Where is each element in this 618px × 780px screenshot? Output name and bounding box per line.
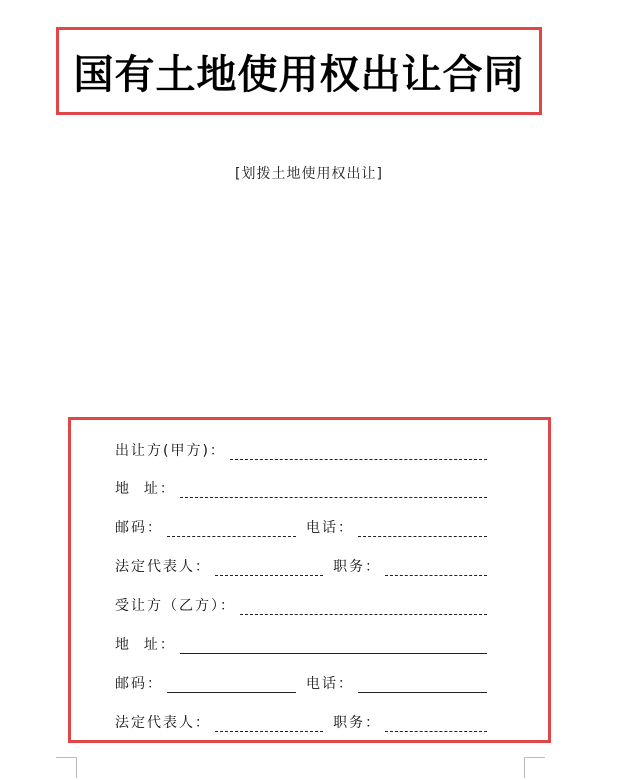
title-highlight-box xyxy=(56,27,542,115)
party-info-box xyxy=(68,417,551,743)
position-label: 职务： xyxy=(333,559,382,575)
postcode-field-b[interactable] xyxy=(167,678,296,693)
legal-rep-label-b: 法定代表人： xyxy=(115,715,211,731)
legal-rep-label: 法定代表人： xyxy=(115,559,211,575)
phone-field[interactable] xyxy=(358,522,487,537)
address-row-a xyxy=(115,476,487,498)
document-title: 国有土地使用权出让合同 xyxy=(73,50,525,98)
postcode-field[interactable] xyxy=(167,522,296,537)
legal-rep-field[interactable] xyxy=(215,561,323,576)
position-field-b[interactable] xyxy=(385,717,487,732)
contact-row-b xyxy=(115,671,487,693)
transferee-row xyxy=(115,593,487,615)
phone-field-b[interactable] xyxy=(358,678,487,693)
contact-row-a xyxy=(115,515,487,537)
phone-label-b: 电话： xyxy=(306,676,354,692)
transferee-field[interactable] xyxy=(240,600,487,615)
address-label: 地 址： xyxy=(115,481,176,497)
rep-row-a xyxy=(115,554,487,576)
address-row-b xyxy=(115,632,487,654)
transferor-field[interactable] xyxy=(230,445,487,460)
address-field[interactable] xyxy=(180,483,487,498)
legal-rep-field-b[interactable] xyxy=(215,717,323,732)
document-subtitle: [划拨土地使用权出让] xyxy=(235,166,383,182)
page-corner-mark-right xyxy=(524,757,545,778)
rep-row-b xyxy=(115,710,487,732)
position-field[interactable] xyxy=(385,561,487,576)
page-corner-mark-left xyxy=(56,757,77,778)
phone-label: 电话： xyxy=(306,520,354,536)
postcode-label-b: 邮码： xyxy=(115,676,163,692)
transferor-label: 出让方(甲方)： xyxy=(115,443,226,459)
transferee-label: 受让方（乙方）： xyxy=(115,598,236,614)
address-field-b[interactable] xyxy=(180,639,487,654)
postcode-label: 邮码： xyxy=(115,520,163,536)
transferor-row xyxy=(115,438,487,460)
address-label-b: 地 址： xyxy=(115,637,176,653)
position-label-b: 职务： xyxy=(333,715,382,731)
